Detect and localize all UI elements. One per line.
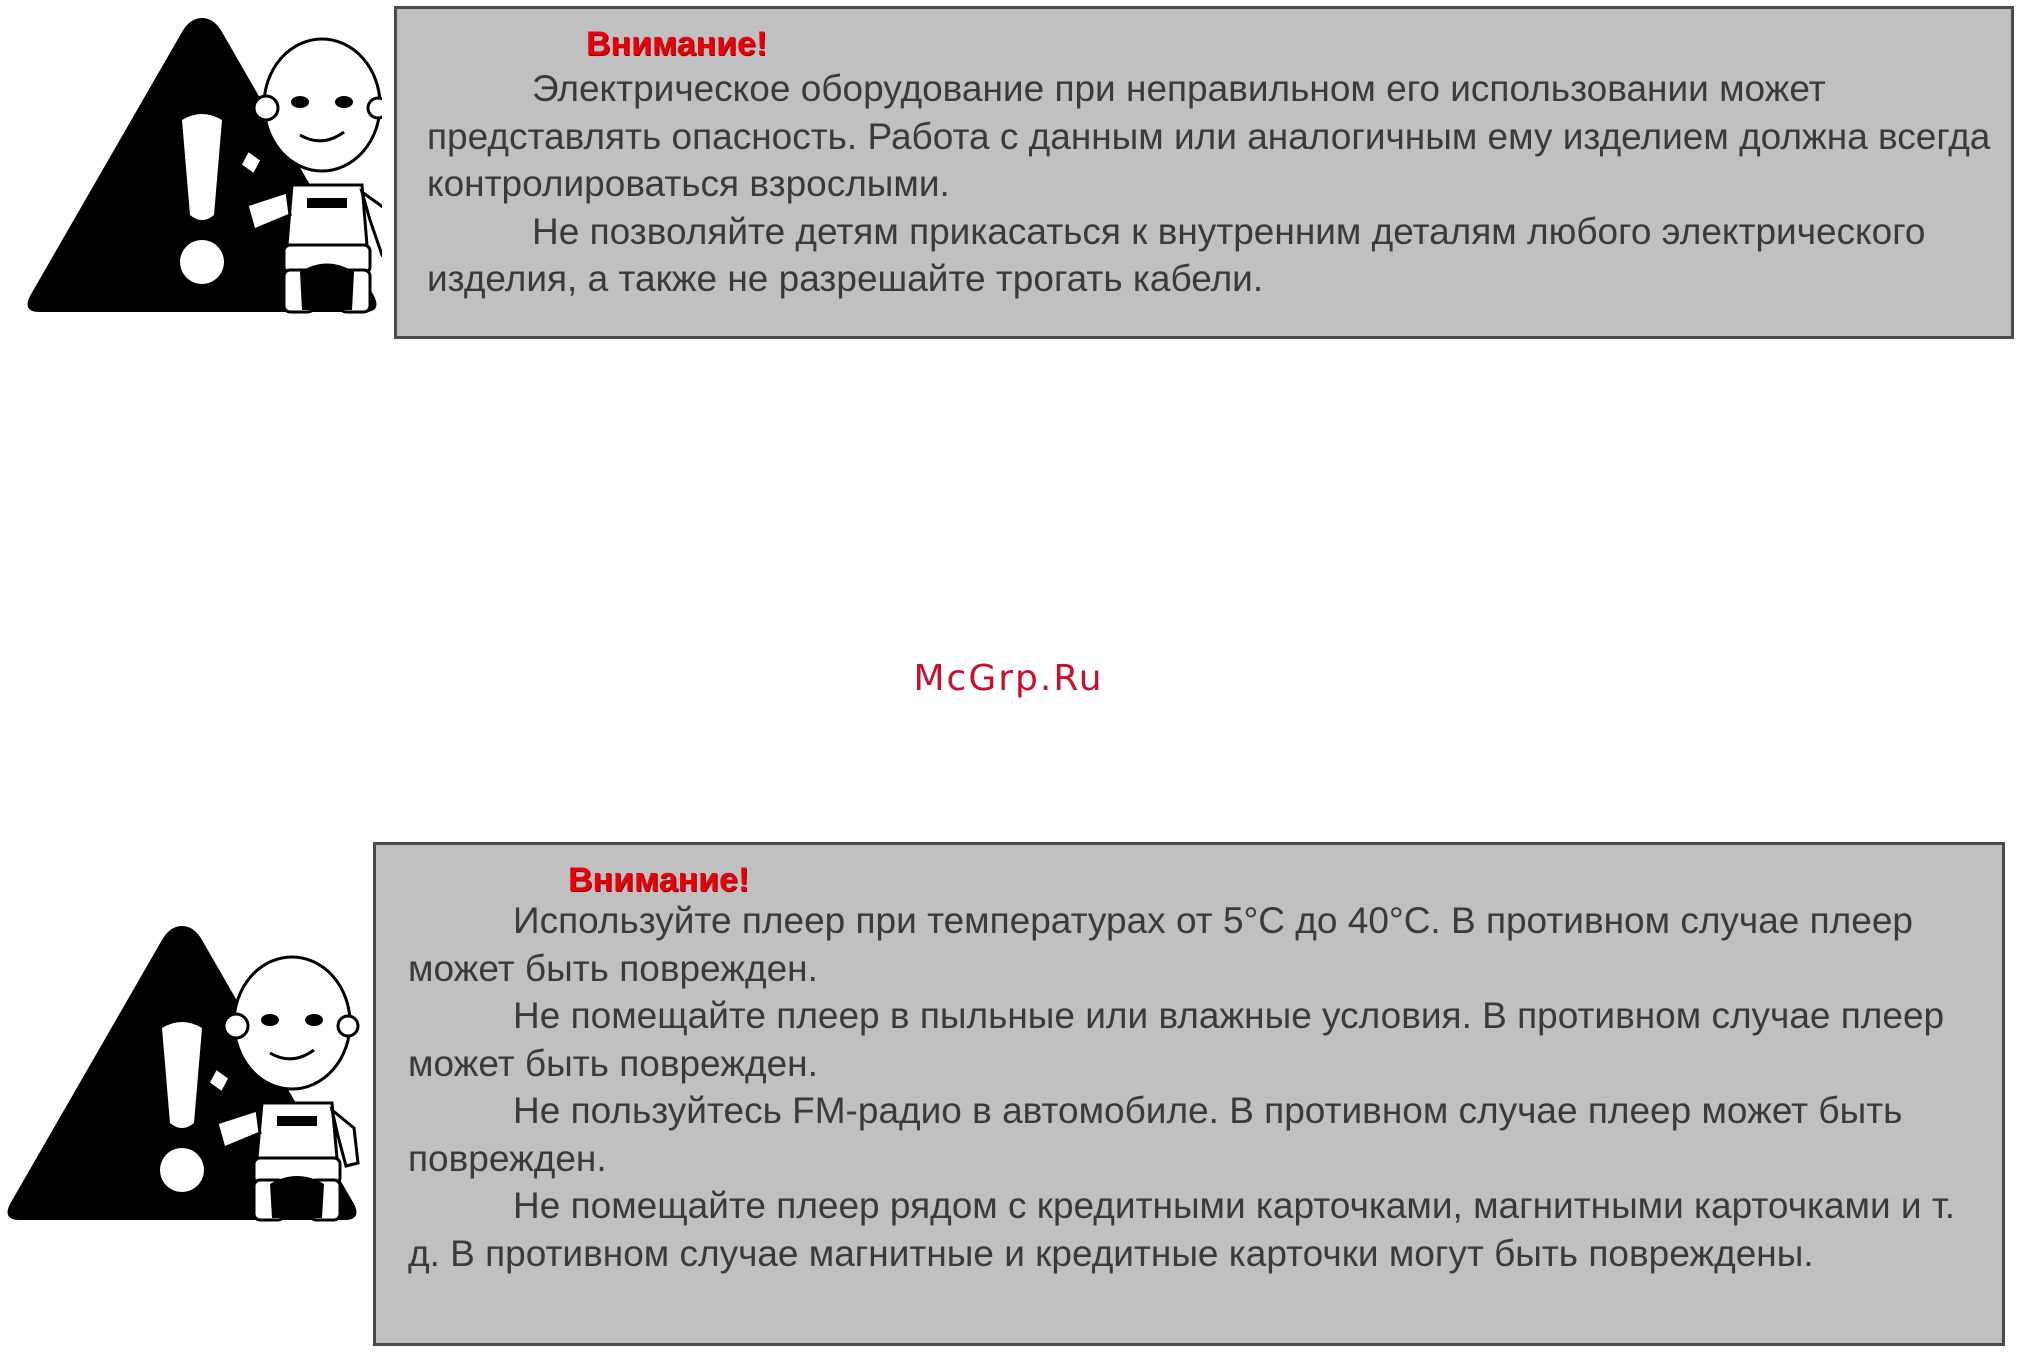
notice-paragraph: Не пользуйтесь FM-радио в автомобиле. В противном случае плеер может быть поврежден. (408, 1090, 1903, 1179)
notice-title: Внимание! (586, 25, 768, 63)
notice-paragraph: Используйте плеер при температурах от 5°C до 40°C. В противном случае плеер может быть поврежден. (408, 900, 1913, 989)
warning-robot-icon (22, 10, 382, 315)
notice-title: Внимание! (568, 861, 750, 899)
watermark: McGrp.Ru (913, 658, 1104, 699)
notice-paragraph: Электрическое оборудование при неправильном его использовании может представлять опасность. Работа с данным или аналогичным ему изделием должна всегда контролироваться взрослыми. (427, 68, 1991, 204)
warning-notice-box (394, 6, 2014, 339)
notice-paragraph: Не позволяйте детям прикасаться к внутренним деталям любого электрического изделия, а также не разрешайте трогать кабели. (427, 210, 1926, 299)
notice-paragraph: Не помещайте плеер в пыльные или влажные условия. В противном случае плеер может быть поврежден. (408, 995, 1945, 1084)
warning-notice-box (373, 842, 2005, 1346)
warning-robot-icon (2, 918, 362, 1223)
notice-paragraph: Не помещайте плеер рядом с кредитными карточками, магнитными карточками и т. д. В противном случае магнитные и кредитные карточки могут быть повреждены. (408, 1185, 1956, 1274)
